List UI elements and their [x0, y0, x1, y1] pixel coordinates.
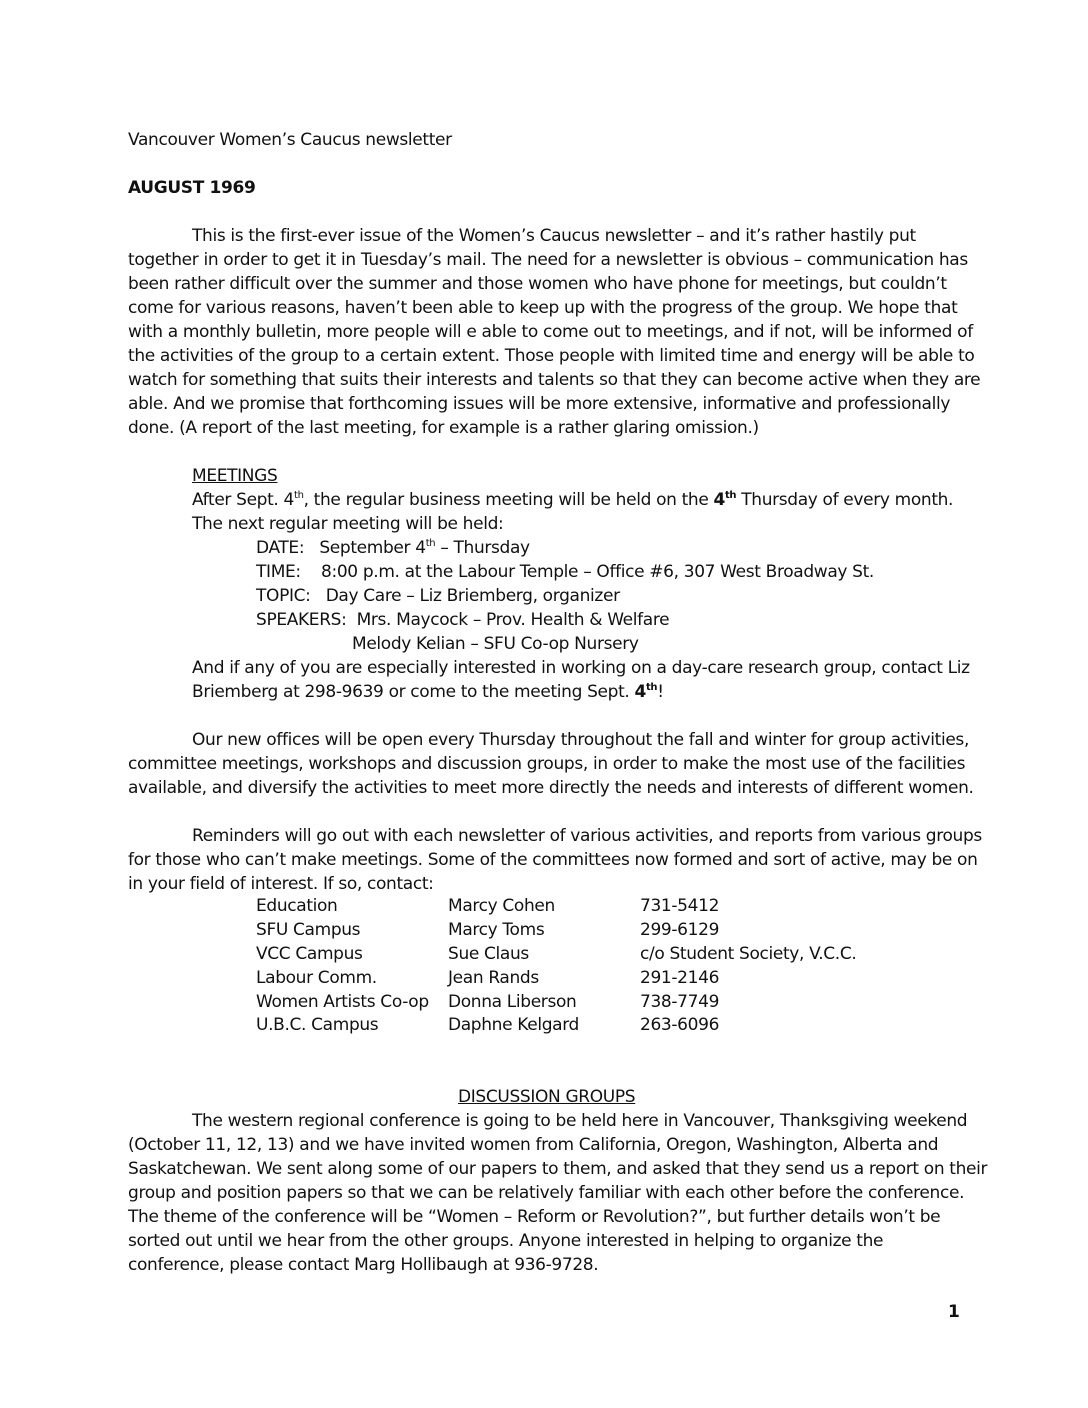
committee-contact: 263-6096	[640, 1015, 720, 1035]
meeting-speakers: Melody Kelian – SFU Co-op Nursery	[352, 634, 639, 654]
committee-person: Marcy Toms	[448, 920, 545, 940]
reminders-line: in your field of interest. If so, contact:	[128, 874, 434, 894]
committee-contact: c/o Student Society, V.C.C.	[640, 944, 857, 964]
intro-line: with a monthly bulletin, more people will e able to come out to meetings, and if not, will be informed of	[128, 322, 973, 342]
committee-name: VCC Campus	[256, 944, 363, 964]
intro-line: together in order to get it in Tuesday’s mail. The need for a newsletter is obvious – communication has	[128, 250, 968, 270]
reminders-line: Reminders will go out with each newsletter of various activities, and reports from various groups	[192, 826, 982, 846]
discussion-line: The theme of the conference will be “Women – Reform or Revolution?”, but further details won’t be	[128, 1207, 941, 1227]
reminders-line: for those who can’t make meetings. Some of the committees now formed and sort of active, may be on	[128, 850, 978, 870]
offices-line: Our new offices will be open every Thursday throughout the fall and winter for group activities,	[192, 730, 969, 750]
intro-line: done. (A report of the last meeting, for example is a rather glaring omission.)	[128, 418, 759, 438]
discussion-line: The western regional conference is going to be held here in Vancouver, Thanksgiving weekend	[192, 1111, 968, 1131]
discussion-line: sorted out until we hear from the other groups. Anyone interested in helping to organize the	[128, 1231, 884, 1251]
newsletter-title: Vancouver Women’s Caucus newsletter	[128, 130, 452, 150]
meeting-topic: TOPIC: Day Care – Liz Briemberg, organizer	[256, 586, 620, 606]
committee-person: Donna Liberson	[448, 992, 577, 1012]
discussion-line: Saskatchewan. We sent along some of our papers to them, and asked that they send us a report on their	[128, 1159, 988, 1179]
discussion-line: (October 11, 12, 13) and we have invited women from California, Oregon, Washington, Alberta and	[128, 1135, 939, 1155]
discussion-line: conference, please contact Marg Hollibaugh at 936-9728.	[128, 1255, 599, 1275]
committee-contact: 291-2146	[640, 968, 720, 988]
committee-name: SFU Campus	[256, 920, 361, 940]
meeting-speakers: SPEAKERS: Mrs. Maycock – Prov. Health & Welfare	[256, 610, 670, 630]
intro-line: the activities of the group to a certain extent. Those people with limited time and energy will be able to	[128, 346, 975, 366]
discussion-line: group and position papers so that we can be relatively familiar with each other before the conference.	[128, 1183, 965, 1203]
issue-date: AUGUST 1969	[128, 178, 256, 198]
intro-line: come for various reasons, haven’t been able to keep up with the progress of the group. We hope that	[128, 298, 958, 318]
committee-person: Jean Rands	[448, 968, 539, 988]
offices-line: committee meetings, workshops and discussion groups, in order to make the most use of the facilities	[128, 754, 966, 774]
meetings-contact: Briemberg at 298-9639 or come to the meeting Sept. 4th!	[192, 682, 664, 702]
committee-name: Education	[256, 896, 338, 916]
page-number: 1	[948, 1302, 960, 1322]
committee-contact: 731-5412	[640, 896, 720, 916]
meeting-date: DATE: September 4th – Thursday	[256, 538, 530, 558]
committee-name: Women Artists Co-op	[256, 992, 429, 1012]
committee-name: Labour Comm.	[256, 968, 377, 988]
meetings-line: The next regular meeting will be held:	[192, 514, 504, 534]
meetings-heading: MEETINGS	[192, 466, 278, 486]
meeting-time: TIME: 8:00 p.m. at the Labour Temple – Office #6, 307 West Broadway St.	[256, 562, 874, 582]
intro-line: able. And we promise that forthcoming issues will be more extensive, informative and professionally	[128, 394, 951, 414]
committee-person: Daphne Kelgard	[448, 1015, 579, 1035]
committee-contact: 738-7749	[640, 992, 720, 1012]
offices-line: available, and diversify the activities to meet more directly the needs and interests of different women.	[128, 778, 974, 798]
discussion-heading: DISCUSSION GROUPS	[458, 1087, 636, 1107]
committee-person: Sue Claus	[448, 944, 529, 964]
intro-line: watch for something that suits their interests and talents so that they can become active when they are	[128, 370, 981, 390]
committee-person: Marcy Cohen	[448, 896, 555, 916]
committee-name: U.B.C. Campus	[256, 1015, 379, 1035]
intro-line: This is the first-ever issue of the Women’s Caucus newsletter – and it’s rather hastily put	[192, 226, 916, 246]
meetings-line: After Sept. 4th, the regular business meeting will be held on the 4th Thursday of every month.	[192, 490, 954, 510]
committee-contact: 299-6129	[640, 920, 720, 940]
meetings-contact: And if any of you are especially interested in working on a day-care research group, contact Liz	[192, 658, 970, 678]
intro-line: been rather difficult over the summer and those women who have phone for meetings, but couldn’t	[128, 274, 947, 294]
